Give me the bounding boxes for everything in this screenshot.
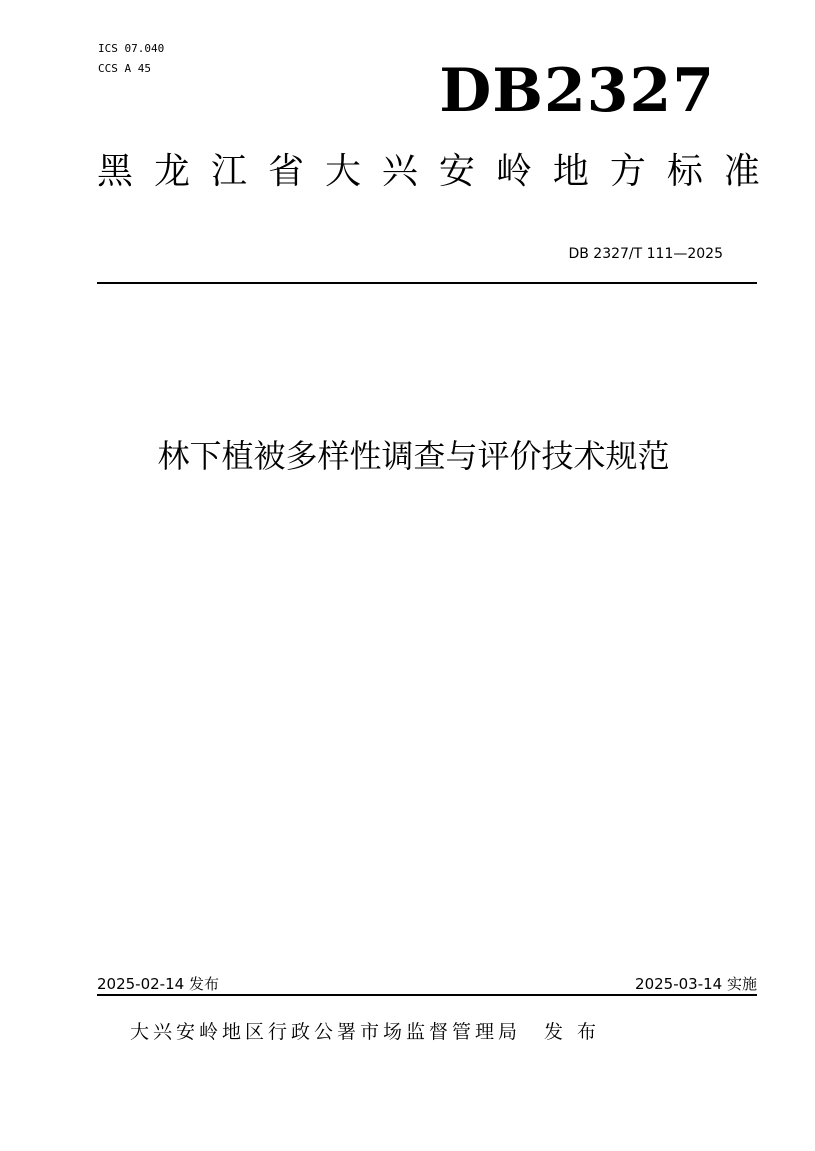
standard-type-char: 大: [324, 151, 361, 192]
top-divider: [97, 282, 757, 284]
standard-type-char: 方: [609, 151, 646, 192]
ics-code: ICS 07.040: [98, 42, 165, 55]
standard-type-char: 地: [552, 151, 589, 192]
implementation-date: 2025-03-14 实施: [635, 975, 757, 993]
standard-number: DB 2327/T 111—2025: [568, 246, 723, 262]
standard-logo: DB2327: [439, 56, 715, 126]
standard-type-char: 省: [267, 151, 304, 192]
standard-type-heading: [97, 148, 760, 196]
bottom-divider: [97, 994, 757, 996]
standard-type-char: 准: [723, 151, 760, 192]
publisher: 大兴安岭地区行政公署市场监督管理局 发 布: [130, 1021, 601, 1043]
issue-date: 2025-02-14 发布: [97, 975, 219, 993]
document-title: 林下植被多样性调查与评价技术规范: [157, 437, 670, 475]
standard-type-char: 兴: [381, 151, 418, 192]
standard-type-char: 黑: [97, 151, 134, 192]
ccs-code: CCS A 45: [98, 62, 151, 75]
standard-type-char: 龙: [153, 151, 190, 192]
standard-type-char: 江: [210, 151, 247, 192]
standard-type-char: 岭: [495, 151, 532, 192]
standard-type-char: 安: [438, 151, 475, 192]
standard-type-char: 标: [666, 151, 703, 192]
